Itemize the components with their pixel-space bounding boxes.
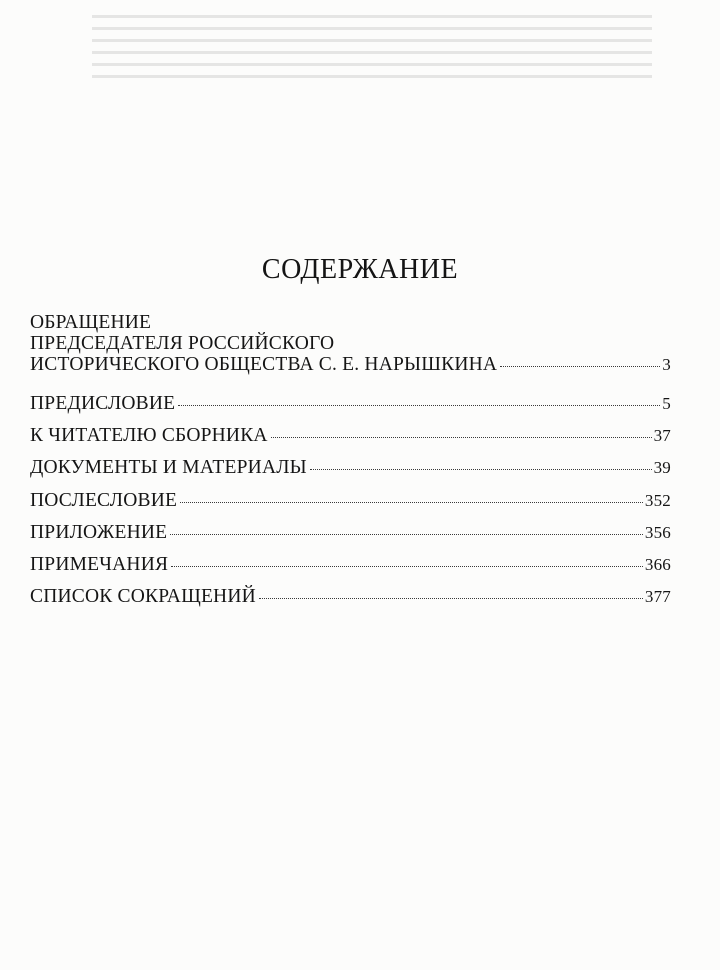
- toc-entry-title: ДОКУМЕНТЫ И МАТЕРИАЛЫ: [30, 457, 307, 479]
- toc-entry-title: ПОСЛЕСЛОВИЕ: [30, 489, 178, 511]
- toc-page-number: 39: [653, 458, 671, 478]
- toc-entry[interactable]: [30, 457, 671, 479]
- toc-entry-title: СПИСОК СОКРАЩЕНИЙ: [30, 586, 256, 608]
- toc-page-number: 3: [662, 355, 671, 374]
- toc-entry[interactable]: [30, 522, 671, 544]
- toc-entry-title-line: ИСТОРИЧЕСКОГО ОБЩЕСТВА С. Е. НАРЫШКИНА: [30, 354, 498, 375]
- toc-entry[interactable]: [30, 586, 671, 608]
- bleed-through-text: [92, 6, 652, 102]
- toc-entry[interactable]: [30, 490, 671, 512]
- toc-page-number: 352: [644, 490, 671, 510]
- dot-leader: [178, 405, 660, 406]
- toc-entry-title: ПРИМЕЧАНИЯ: [30, 553, 169, 575]
- toc-entry-title-line: ПРЕДСЕДАТЕЛЯ РОССИЙСКОГО: [30, 333, 335, 354]
- dot-leader: [310, 469, 652, 470]
- toc-page-number: 5: [662, 394, 671, 413]
- dot-leader: [271, 437, 652, 438]
- toc-page-number: 37: [653, 426, 671, 446]
- toc-page-number: 366: [644, 554, 671, 574]
- toc-page-number: 356: [644, 522, 671, 542]
- toc-entry[interactable]: [30, 554, 671, 576]
- toc-entry[interactable]: [30, 425, 671, 447]
- toc-entry-title: ПРИЛОЖЕНИЕ: [30, 521, 168, 543]
- dot-leader: [180, 502, 643, 503]
- toc-entry-title: К ЧИТАТЕЛЮ СБОРНИКА: [30, 425, 268, 447]
- table-of-contents: [30, 312, 671, 618]
- dot-leader: [171, 566, 643, 567]
- toc-page-number: 377: [644, 587, 671, 607]
- contents-heading: СОДЕРЖАНИЕ: [261, 254, 459, 285]
- toc-entry[interactable]: [30, 312, 671, 375]
- toc-entry[interactable]: [30, 393, 671, 415]
- dot-leader: [500, 366, 660, 367]
- dot-leader: [259, 598, 643, 599]
- dot-leader: [170, 534, 643, 535]
- toc-entry-title: ПРЕДИСЛОВИЕ: [30, 393, 176, 414]
- toc-entry-title-line: ОБРАЩЕНИЕ: [30, 312, 152, 333]
